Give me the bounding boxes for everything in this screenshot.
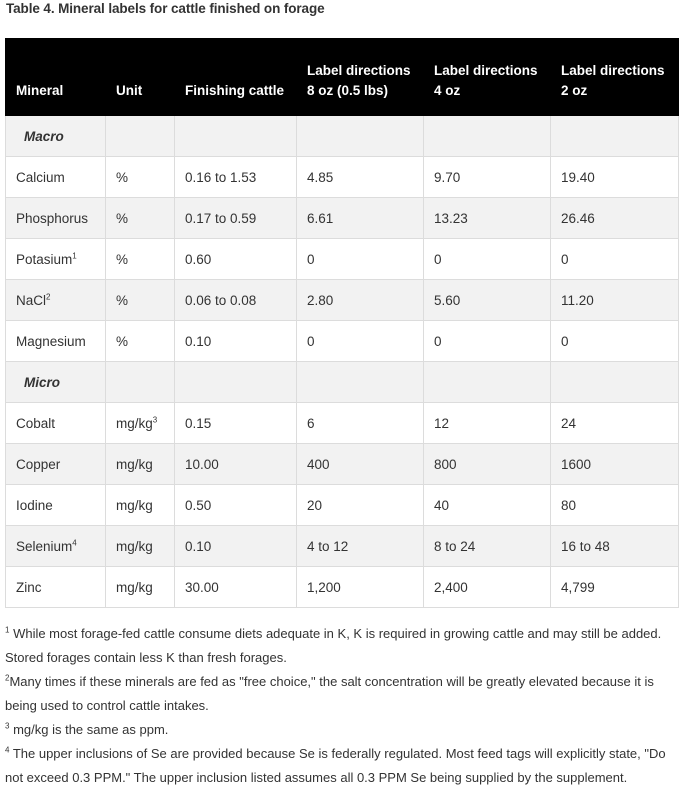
column-header <box>106 39 175 116</box>
table-cell <box>424 485 551 526</box>
column-header-text: 8 oz (0.5 lbs) <box>307 83 389 98</box>
column-header <box>297 39 424 116</box>
cell-text: 0.10 <box>185 333 212 349</box>
cell-text: 400 <box>307 456 330 472</box>
cell-text: 0.50 <box>185 497 212 513</box>
table-row <box>6 485 679 526</box>
table-cell <box>175 444 297 485</box>
table-cell <box>6 198 106 239</box>
section-row <box>6 362 679 403</box>
cell-text: 8 to 24 <box>434 538 476 554</box>
header-row <box>6 39 679 116</box>
cell-text: 1,200 <box>307 579 341 595</box>
table-cell <box>551 444 679 485</box>
cell-text: 2,400 <box>434 579 468 595</box>
table-cell <box>175 157 297 198</box>
column-header-text: Mineral <box>16 83 64 98</box>
table-cell <box>297 157 424 198</box>
cell-text: % <box>116 333 129 349</box>
table-cell <box>297 321 424 362</box>
empty-cell <box>106 362 175 403</box>
cell-text: Cobalt <box>16 415 56 431</box>
table-cell <box>175 280 297 321</box>
column-header-text: 4 oz <box>434 83 461 98</box>
table-cell <box>424 280 551 321</box>
cell-text: 0 <box>561 333 569 349</box>
cell-text: 6.61 <box>307 210 334 226</box>
cell-text: 4 to 12 <box>307 538 349 554</box>
cell-text: 20 <box>307 497 323 513</box>
footnote-text: mg/kg is the same as ppm. <box>9 722 169 737</box>
column-header-text: Finishing cattle <box>185 83 285 98</box>
table-cell <box>551 403 679 444</box>
table-cell <box>551 321 679 362</box>
cell-text: 0 <box>561 251 569 267</box>
cell-text: 0.17 to 0.59 <box>185 210 257 226</box>
table-cell <box>175 485 297 526</box>
table-cell <box>175 403 297 444</box>
column-header-text: Label directions <box>561 63 665 78</box>
cell-text: 1600 <box>561 456 592 472</box>
cell-text: 0.15 <box>185 415 212 431</box>
table-cell <box>297 444 424 485</box>
table-row <box>6 321 679 362</box>
cell-text: % <box>116 292 129 308</box>
table-cell <box>106 198 175 239</box>
empty-cell <box>106 116 175 157</box>
footnote-mark: 2 <box>5 673 10 683</box>
table-cell <box>297 403 424 444</box>
cell-text: 4,799 <box>561 579 595 595</box>
table-cell <box>424 239 551 280</box>
cell-text: 0.06 to 0.08 <box>185 292 257 308</box>
table-cell <box>106 403 175 444</box>
column-header-text: Label directions <box>434 63 538 78</box>
table-cell <box>106 444 175 485</box>
cell-text: 40 <box>434 497 450 513</box>
column-header-text: Unit <box>116 83 143 98</box>
table-cell <box>6 526 106 567</box>
footnote <box>5 670 681 718</box>
empty-cell <box>424 362 551 403</box>
table-cell <box>297 526 424 567</box>
cell-text: 9.70 <box>434 169 461 185</box>
cell-text: 80 <box>561 497 577 513</box>
table-cell <box>6 280 106 321</box>
table-cell <box>106 485 175 526</box>
table-cell <box>106 239 175 280</box>
footnote-text: The upper inclusions of Se are provided because Se is federally regulated. Most feed tags will explicitly state, "Do not exceed 0.3 PPM." The upper inclusion listed assumes all 0.3 PPM Se being supplied by the supplement. <box>5 746 666 785</box>
cell-text: mg/kg <box>116 415 153 431</box>
cell-text: 26.46 <box>561 210 595 226</box>
footnote-text: Many times if these minerals are fed as "free choice," the salt concentration will be greatly elevated because it is being used to control cattle intakes. <box>5 674 654 713</box>
empty-cell <box>424 116 551 157</box>
table-cell <box>424 198 551 239</box>
footnotes <box>5 622 681 790</box>
table-cell <box>424 321 551 362</box>
cell-text: 11.20 <box>561 292 594 308</box>
section-row <box>6 116 679 157</box>
cell-text: 0 <box>434 251 442 267</box>
footnote-mark: 1 <box>5 625 10 635</box>
cell-text: 30.00 <box>185 579 219 595</box>
table-cell <box>106 321 175 362</box>
cell-text: 0.16 to 1.53 <box>185 169 257 185</box>
table-cell <box>424 403 551 444</box>
cell-text: NaCl <box>16 292 47 308</box>
table-cell <box>551 157 679 198</box>
cell-text: Selenium <box>16 538 73 554</box>
section-label: Micro <box>6 362 106 403</box>
cell-text: Potasium <box>16 251 73 267</box>
table-cell <box>297 567 424 608</box>
empty-cell <box>551 116 679 157</box>
table-cell <box>297 280 424 321</box>
cell-text: % <box>116 169 129 185</box>
table-cell <box>551 239 679 280</box>
footnote-mark: 3 <box>5 721 10 731</box>
table-cell <box>297 198 424 239</box>
cell-text: mg/kg <box>116 538 153 554</box>
cell-text: Calcium <box>16 169 65 185</box>
section-label: Macro <box>6 116 106 157</box>
cell-text: 12 <box>434 415 450 431</box>
footnote <box>5 742 681 790</box>
footnote-marker: 2 <box>46 292 51 301</box>
table-cell <box>175 321 297 362</box>
table-cell <box>424 526 551 567</box>
table-cell <box>424 567 551 608</box>
table-cell <box>106 526 175 567</box>
table-cell <box>175 239 297 280</box>
column-header-text: 2 oz <box>561 83 588 98</box>
table-cell <box>6 321 106 362</box>
empty-cell <box>297 116 424 157</box>
table-cell <box>6 485 106 526</box>
table-header <box>6 39 679 116</box>
cell-text: 19.40 <box>561 169 595 185</box>
table-row <box>6 157 679 198</box>
footnote-mark: 4 <box>5 745 10 755</box>
cell-text: 0.10 <box>185 538 212 554</box>
table-cell <box>6 567 106 608</box>
table-row <box>6 198 679 239</box>
table-cell <box>106 567 175 608</box>
table-row <box>6 239 679 280</box>
mineral-labels-table <box>5 38 679 608</box>
cell-text: 0 <box>434 333 442 349</box>
table-cell <box>424 444 551 485</box>
table-caption: Table 4. Mineral labels for cattle finished on forage <box>6 1 325 16</box>
footnote <box>5 622 681 670</box>
cell-text: 0 <box>307 333 315 349</box>
footnote-marker: 3 <box>152 415 158 424</box>
footnote <box>5 718 681 742</box>
cell-text: 13.23 <box>434 210 468 226</box>
table-cell <box>6 444 106 485</box>
table-row <box>6 526 679 567</box>
cell-text: Magnesium <box>16 333 86 349</box>
cell-text: Iodine <box>16 497 53 513</box>
column-header <box>175 39 297 116</box>
cell-text: Phosphorus <box>16 210 89 226</box>
table-cell <box>106 280 175 321</box>
cell-text: mg/kg <box>116 579 153 595</box>
footnote-text: While most forage-fed cattle consume diets adequate in K, K is required in growing cattle and may still be added. Stored forages contain less K than fresh forages. <box>5 626 662 665</box>
table-cell <box>175 526 297 567</box>
footnote-marker: 1 <box>72 251 77 260</box>
cell-text: 5.60 <box>434 292 461 308</box>
cell-text: 800 <box>434 456 457 472</box>
cell-text: mg/kg <box>116 497 153 513</box>
column-header-text: Label directions <box>307 63 411 78</box>
table-cell <box>175 198 297 239</box>
cell-text: 4.85 <box>307 169 334 185</box>
table-cell <box>106 157 175 198</box>
table-cell <box>551 526 679 567</box>
table-cell <box>297 239 424 280</box>
column-header <box>424 39 551 116</box>
column-header <box>551 39 679 116</box>
table-row <box>6 280 679 321</box>
cell-text: 24 <box>561 415 577 431</box>
table-cell <box>551 567 679 608</box>
cell-text: 0.60 <box>185 251 212 267</box>
cell-text: % <box>116 210 129 226</box>
empty-cell <box>551 362 679 403</box>
table-cell <box>6 239 106 280</box>
table-cell <box>6 403 106 444</box>
table-row <box>6 444 679 485</box>
table-row <box>6 567 679 608</box>
table-cell <box>551 280 679 321</box>
cell-text: 2.80 <box>307 292 334 308</box>
cell-text: 16 to 48 <box>561 538 610 554</box>
cell-text: Zinc <box>16 579 42 595</box>
cell-text: 10.00 <box>185 456 219 472</box>
cell-text: 6 <box>307 415 315 431</box>
table-cell <box>424 157 551 198</box>
column-header <box>6 39 106 116</box>
table-cell <box>551 198 679 239</box>
empty-cell <box>297 362 424 403</box>
table-cell <box>297 485 424 526</box>
cell-text: % <box>116 251 129 267</box>
cell-text: Copper <box>16 456 61 472</box>
footnote-marker: 4 <box>72 538 77 547</box>
cell-text: mg/kg <box>116 456 153 472</box>
table-cell <box>6 157 106 198</box>
table-cell <box>175 567 297 608</box>
table-body <box>6 116 679 608</box>
table-row <box>6 403 679 444</box>
empty-cell <box>175 362 297 403</box>
table-cell <box>551 485 679 526</box>
empty-cell <box>175 116 297 157</box>
cell-text: 0 <box>307 251 315 267</box>
